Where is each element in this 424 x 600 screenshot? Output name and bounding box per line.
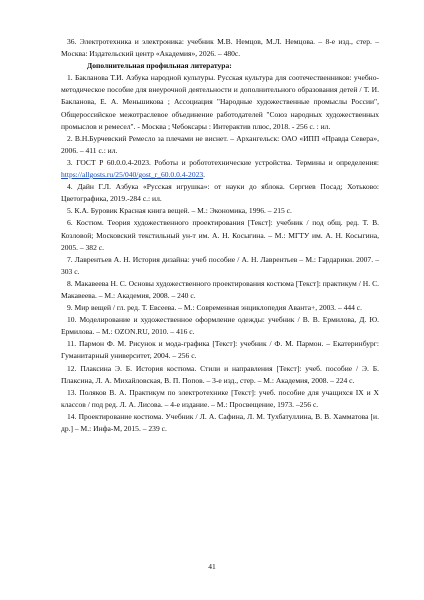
list-item: 13. Поляков В. А. Практикум по электротехнике [Текст]: учеб. пособие для учащихся IX и X классов / под ред. Л. А. Лисова. – 4-е издание. – М.: Просвещение, 1973. –256 с. — [61, 387, 379, 409]
list-item: 4. Дайн Г.Л. Азбука «Русская игрушка»: от науки до яблока. Сергиев Посад; Хотьково: Цветографика, 2019.-284 с.: ил. — [61, 182, 379, 204]
list-item: 10. Моделирование и художественное оформление одежды: учебник / В. В. Ермилова, Д. Ю. Ермилова. – М.: OZON.RU, 2010. – 416 с. — [61, 315, 379, 337]
list-item — [61, 157, 379, 181]
section-heading: Дополнительная профильная литература: — [87, 61, 232, 71]
gost-link[interactable]: https://allgosts.ru/25/040/gost_r_60.0.0.4-2023 — [61, 170, 204, 180]
list-item: 12. Плаксина Э. Б. История костюма. Стили и направления [Текст]: учеб. пособие / Э. Б. Плаксина, Л. А. Михайловская, В. П. Попов. – 3-е изд., стер. – М.: Академия, 2008. – 224 с. — [61, 363, 379, 385]
list-item: 8. Макавеева Н. С. Основы художественного проектирования костюма [Текст]: практикум / Н. С. Макавеева. – М.: Академия, 2008. – 240 с. — [61, 278, 379, 300]
list-item: 14. Проектирование костюма. Учебник / Л. А. Сафина, Л. М. Тухбатуллина, В. В. Хамматова [и. др.] – М.: Инфа-М, 2015. – 239 с. — [61, 411, 379, 433]
list-item: 1. Бакланова Т.И. Азбука народной культуры. Русская культура для соотечественников: учебно-методическое пособие для внеурочной деятельности и дополнительного образования детей / Т. И. Бакланова, Е. А. Меньшикова ; Ассоциация "Народные художественные промыслы России", Общероссийское межотраслевое объединение работодателей "Союз народных художественных промыслов и ремесел". - Москва ; Чебоксары : Интерактив плюс, 2018. - 256 с. : ил. — [61, 73, 379, 131]
list-item: 2. В.Н.Бурчевский Ремесло за плечами не виснет. – Архангельск: ОАО «ИПП «Правда Севера», 2006. – 411 с.: ил. — [61, 133, 379, 155]
page-number: 41 — [208, 562, 216, 571]
list-item: 36. Электротехника и электроника: учебник М.В. Немцов, М.Л. Немцова. – 8-е изд., стер. – Москва: Издательский центр «Академия», 2026. – 480с. — [61, 37, 379, 59]
bibliography-list — [61, 36, 379, 435]
list-item: 9. Мир вещей / гл. ред. Т. Евсеева. – М.: Современная энциклопедия Аванта+, 2003. – 444 с. — [67, 303, 363, 313]
list-item: 7. Лаврентьев А. Н. История дизайна: учеб пособие / А. Н. Лаврентьев – М.: Гардарики. 2007. – 303 с. — [61, 254, 379, 276]
list-item: 11. Пармон Ф. М. Рисунок и мода-графика [Текст]: учебник / Ф. М. Пармон. – Екатеринбург: Гуманитарный университет, 2004. – 256 с. — [61, 339, 379, 361]
list-item: 5. К.А. Буровик Красная книга вещей. – М.: Экономика, 1996. – 215 с. — [67, 206, 292, 216]
list-item-text: 3. ГОСТ Р 60.0.0.4-2023. Роботы и робототехнические устройства. Термины и определения: — [67, 157, 379, 167]
list-item: 6. Костюм. Теория художественного проектирования [Текст]: учебник / под общ. ред. Т. В. Козловой; Московский текстильный ун-т им. А. Н. Косыгина. – М.: МГТУ им. А. Н. Косыгина, 2005. – 382 с. — [61, 218, 379, 252]
list-item-tail: . — [203, 170, 206, 180]
